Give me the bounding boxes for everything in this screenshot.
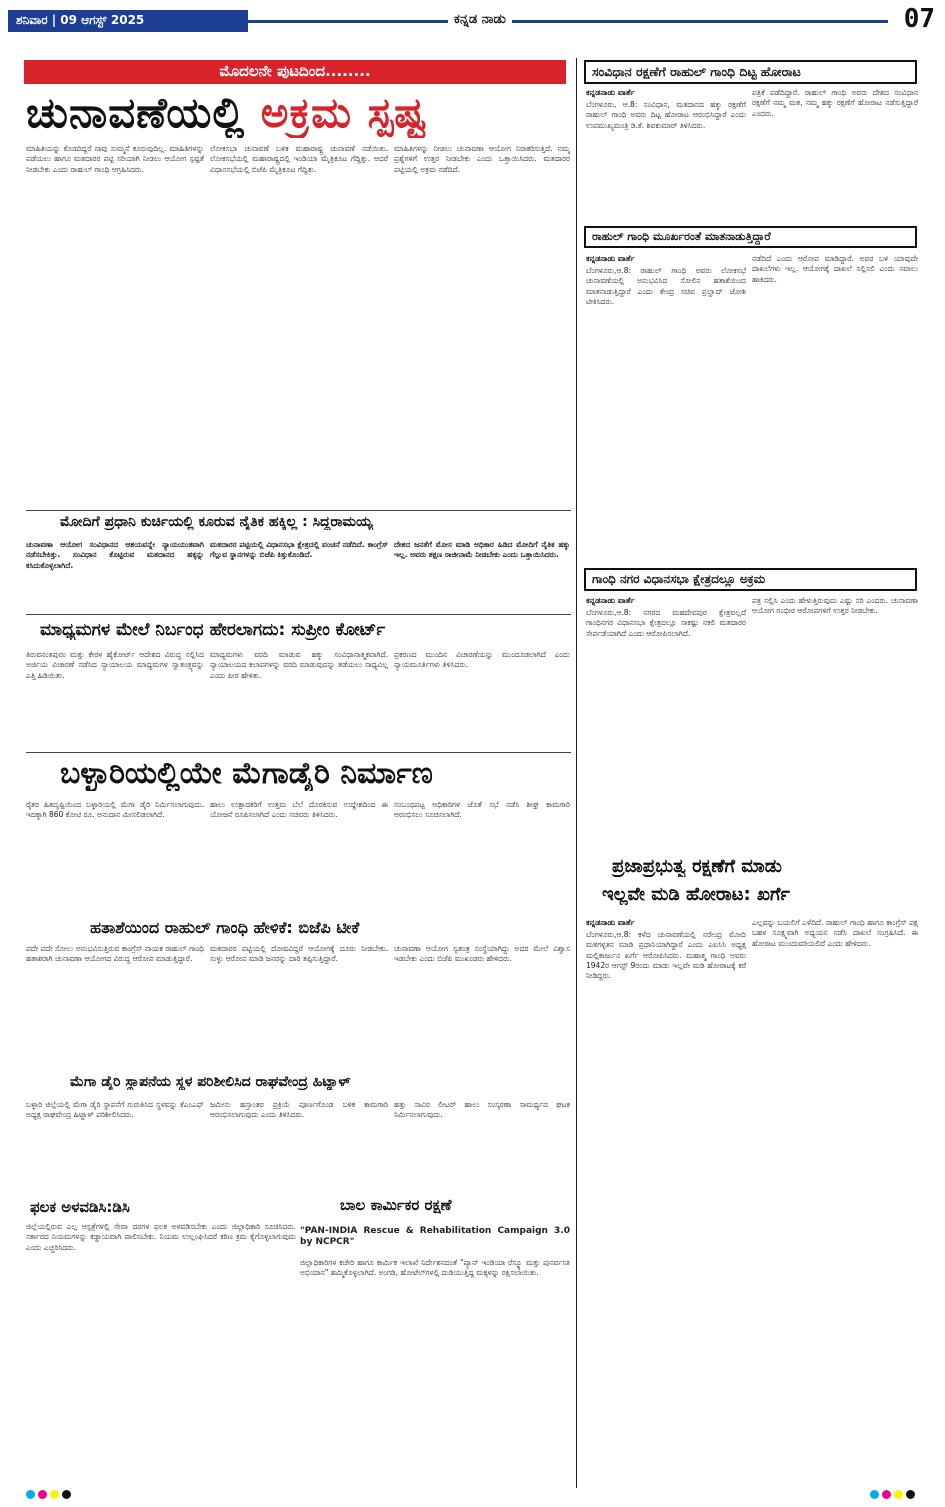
masthead-rule: [248, 20, 888, 23]
lead-headline-part2: ಅಕ್ರಮ ಸ್ಪಷ್ಟ: [260, 88, 427, 137]
supreme-court-headline: ಮಾಧ್ಯಮಗಳ ಮೇಲೆ ನಿರ್ಬಂಧ ಹೇರಲಾಗದು: ಸುಪ್ರೀಂ ಕೋರ್ಟ್: [40, 620, 386, 640]
ballari-headline: ಬಳ್ಳಾರಿಯಲ್ಲಿಯೇ ಮೆಗಾಡೈರಿ ನಿರ್ಮಾಣ: [60, 756, 433, 791]
samvidhana-col-1: ಬೆಂಗಳೂರು, ಆ.8: ಸಂವಿಧಾನ, ಮತದಾನದ ಹಕ್ಕು ರಕ್ಷಣೆಗೆ ರಾಹುಲ್ ಗಾಂಧಿ ಅವರು ದಿಟ್ಟ ಹೋರಾಟ ಆರಂಭಿಸಿದ್ದಾರೆ ಎಂದು ಉಪಮುಖ್ಯಮಂತ್ರಿ ಡಿ.ಕೆ. ಶಿವಕುಮಾರ್ ತಿಳಿಸಿದರು.: [586, 100, 746, 130]
mega-dairy-col-3: ಹತ್ತು ಸಾವಿರ ಲೀಟರ್ ಹಾಲು ಸಂಸ್ಕರಣಾ ಸಾಮರ್ಥ್ಯದ ಘಟಕ ನಿರ್ಮಿಸಲಾಗುವುದು.: [394, 1100, 570, 1120]
samvidhana-reporter: ಕನ್ನಡನಾಡು ವಾರ್ತೆ: [586, 88, 635, 97]
section-divider: [26, 614, 571, 615]
register-dot: [50, 1490, 59, 1499]
child-labour-col-1: ಜಿಲ್ಲಾಧಿಕಾರಿಗಳ ಕಚೇರಿ ಹಾಗೂ ಕಾರ್ಮಿಕ ಇಲಾಖೆ ನಿರ್ದೇಶನದಂತೆ "ಪ್ಯಾನ್ ಇಂಡಿಯಾ ರೆಸ್ಕ್ಯೂ ಮತ್ತು ಪುನರ್ವಸತಿ ಅಭಿಯಾನ" ಹಮ್ಮಿಕೊಳ್ಳಲಾಗಿದೆ. ಅಂಗಡಿ, ಹೋಟೆಲ್‌ಗಳಲ್ಲಿ ದುಡಿಯುತ್ತಿದ್ದ ಮಕ್ಕಳನ್ನು ರಕ್ಷಿಸಲಾಯಿತು.: [300, 1258, 570, 1278]
register-dot: [870, 1490, 879, 1499]
supreme-court-col-2: ಮಾಧ್ಯಮಗಳು ವರದಿ ಮಾಡುವ ಹಕ್ಕು ಸಂವಿಧಾನಾತ್ಮಕವಾಗಿದೆ. ನ್ಯಾಯಾಲಯದ ಕಲಾಪಗಳನ್ನು ವರದಿ ಮಾಡುವುದನ್ನು ತಡೆಯಲು ಸಾಧ್ಯವಿಲ್ಲ ಎಂದು ಪೀಠ ಹೇಳಿತು.: [210, 650, 388, 680]
siddaramaiah-col-2: ಮತದಾರರ ಪಟ್ಟಿಯಲ್ಲಿ ವಿಧಾನಸಭಾ ಕ್ಷೇತ್ರದಲ್ಲಿ ವಂಚನೆ ನಡೆದಿದೆ. ಕಾಂಗ್ರೆಸ್ ಗೆಲ್ಲುವ ಸ್ಥಾನಗಳನ್ನು ಬಿಜೆಪಿ ಕಿತ್ತುಕೊಂಡಿದೆ.: [210, 540, 388, 560]
masthead: [8, 4, 937, 46]
register-marks-left: [26, 1490, 71, 1502]
moorkha-col-2: ನಡೆದಿದೆ ಎಂದು ಆರೋಪ ಮಾಡಿದ್ದಾರೆ. ಅವರ ಬಳಿ ಯಾವುದೇ ದಾಖಲೆಗಳು ಇಲ್ಲ. ಆಯೋಗಕ್ಕೆ ದಾಖಲೆ ಸಲ್ಲಿಸಲಿ ಎಂದು ಸವಾಲು ಹಾಕಿದರು.: [752, 254, 918, 284]
lead-headline: [26, 88, 571, 138]
ballari-col-3: ಸಂಬಂಧಪಟ್ಟ ಅಧಿಕಾರಿಗಳ ಜೊತೆ ಸಭೆ ನಡೆಸಿ ಶೀಘ್ರ ಕಾಮಗಾರಿ ಆರಂಭಿಸಲು ಸೂಚಿಸಲಾಗಿದೆ.: [394, 800, 570, 820]
kharge-headline-line1: ಪ್ರಜಾಪ್ರಭುತ್ವ ರಕ್ಷಣೆಗೆ ಮಾಡು: [612, 856, 782, 877]
register-dot: [62, 1490, 71, 1499]
samvidhana-col-2: ಪತ್ರಿಕೆ ಪಡೆದಿದ್ದಾರೆ. ರಾಹುಲ್ ಗಾಂಧಿ ಅವರು ದೇಶದ ಸಂವಿಧಾನ ರಕ್ಷಣೆಗೆ ನಮ್ಮ ಮತ, ನಮ್ಮ ಹಕ್ಕು ರಕ್ಷಣೆಗೆ ಹೋರಾಟ ನಡೆಸುತ್ತಿದ್ದಾರೆ ಎಂದರು.: [752, 88, 918, 118]
moorkha-col-1: ಬೆಂಗಳೂರು,ಆ.8: ರಾಹುಲ್ ಗಾಂಧಿ ಅವರು ಲೋಕಸಭೆ ಚುನಾವಣೆಯಲ್ಲಿ ಅನುಭವಿಸಿದ ಸೋಲಿನ ಹತಾಶೆಯಿಂದ ಮಾತನಾಡುತ್ತಿದ್ದಾರೆ ಎಂದು ಕೇಂದ್ರ ಸಚಿವ ಪ್ರಲ್ಹಾದ್ ಜೋಶಿ ಟೀಕಿಸಿದರು.: [586, 266, 746, 306]
moorkha-headline: ರಾಹುಲ್ ಗಾಂಧಿ ಮೂರ್ಖರಂತೆ ಮಾತನಾಡುತ್ತಿದ್ದಾರೆ: [584, 226, 917, 248]
supreme-court-col-3: ಪ್ರಕರಣದ ಮುಂದಿನ ವಿಚಾರಣೆಯನ್ನು ಮುಂದೂಡಲಾಗಿದೆ ಎಂದು ನ್ಯಾಯಮೂರ್ತಿಗಳು ತಿಳಿಸಿದರು.: [394, 650, 570, 670]
bjp-col-2: ಮತದಾರರ ಪಟ್ಟಿಯಲ್ಲಿ ದೋಷವಿದ್ದರೆ ಆಯೋಗಕ್ಕೆ ದೂರು ನೀಡಬೇಕು. ಸುಳ್ಳು ಆರೋಪ ಮಾಡಿ ಜನರನ್ನು ದಾರಿ ತಪ್ಪಿಸುತ್ತಿದ್ದಾರೆ.: [210, 944, 388, 964]
continued-ribbon: ಮೊದಲನೇ ಪುಟದಿಂದ........: [24, 60, 566, 84]
register-dot: [26, 1490, 35, 1499]
child-labour-headline: ಬಾಲ ಕಾರ್ಮಿಕರ ರಕ್ಷಣೆ: [340, 1196, 452, 1214]
kharge-headline-line2: ಇಲ್ಲವೇ ಮಡಿ ಹೋರಾಟ: ಖರ್ಗೆ: [602, 884, 790, 905]
kharge-reporter: ಕನ್ನಡನಾಡು ವಾರ್ತೆ: [586, 918, 635, 927]
page-number: 07: [903, 4, 935, 34]
siddaramaiah-col-1: ಚುನಾವಣಾ ಆಯೋಗ ಸಂವಿಧಾನದ ಆಶಯವನ್ನೇ ನ್ಯಾಯಯುತವಾಗಿ ನಡೆಸಬೇಕಿತ್ತು. ಸಂವಿಧಾನ ಕೊಟ್ಟಿರುವ ಮತದಾನದ ಹಕ್ಕನ್ನು ಕಸಿದುಕೊಳ್ಳಲಾಗಿದೆ.: [26, 540, 204, 570]
kharge-col-2: ಎಲ್ಲವನ್ನು ಬಯಲಿಗೆ ಎಳೆದಿದೆ. ರಾಹುಲ್ ಗಾಂಧಿ ಹಾಗೂ ಕಾಂಗ್ರೆಸ್ ಪಕ್ಷ ಬಹಳ ಸೂಕ್ಷ್ಮವಾಗಿ ಅಧ್ಯಯನ ನಡೆಸಿ ದಾಖಲೆ ಸಂಗ್ರಹಿಸಿದೆ. ಈ ಹೋರಾಟ ಮುಂದುವರಿಯಲಿದೆ ಎಂದು ಹೇಳಿದರು.: [752, 918, 918, 948]
issue-date: ಶನಿವಾರ | 09 ಆಗಸ್ಟ್ 2025: [8, 10, 248, 32]
ballari-col-1: ರೈತರ ಹಿತದೃಷ್ಟಿಯಿಂದ ಬಳ್ಳಾರಿಯಲ್ಲಿ ಮೆಗಾ ಡೈರಿ ನಿರ್ಮಿಸಲಾಗುವುದು. ಇದಕ್ಕಾಗಿ 860 ಕೋಟಿ ರೂ. ಅನುದಾನ ಮೀಸಲಿಡಲಾಗಿದೆ.: [26, 800, 204, 820]
phalaka-headline: ಫಲಕ ಅಳವಡಿಸಿ:ಡಿಸಿ: [30, 1198, 130, 1216]
gandhinagar-reporter: ಕನ್ನಡನಾಡು ವಾರ್ತೆ: [586, 596, 635, 605]
moorkha-reporter: ಕನ್ನಡನಾಡು ವಾರ್ತೆ: [586, 254, 635, 263]
bjp-headline: ಹತಾಶೆಯಿಂದ ರಾಹುಲ್ ಗಾಂಧಿ ಹೇಳಿಕೆ: ಬಿಜೆಪಿ ಟೀಕೆ: [90, 918, 360, 937]
section-divider: [26, 510, 571, 511]
column-divider: [576, 58, 577, 1488]
section-divider: [26, 752, 571, 753]
register-dot: [38, 1490, 47, 1499]
samvidhana-headline: ಸಂವಿಧಾನ ರಕ್ಷಣೆಗೆ ರಾಹುಲ್ ಗಾಂಧಿ ದಿಟ್ಟ ಹೋರಾಟ: [584, 60, 917, 84]
supreme-court-col-1: ತಿರುವನಂತಪುರಂ ಮತ್ತು ಕೇರಳ ಹೈಕೋರ್ಟ್ ಆದೇಶದ ವಿರುದ್ಧ ಸಲ್ಲಿಸಿದ ಅರ್ಜಿಯ ವಿಚಾರಣೆ ನಡೆಸಿದ ನ್ಯಾಯಾಲಯ ಮಾಧ್ಯಮಗಳ ಸ್ವಾತಂತ್ರ್ಯವನ್ನು ಎತ್ತಿ ಹಿಡಿಯಿತು.: [26, 650, 204, 680]
mega-dairy-headline: ಮೆಗಾ ಡೈರಿ ಸ್ಥಾಪನೆಯ ಸ್ಥಳ ಪರಿಶೀಲಿಸಿದ ರಾಘವೇಂದ್ರ ಹಿಟ್ನಾಳ್: [70, 1074, 351, 1090]
child-labour-campaign: "PAN-INDIA Rescue & Rehabilitation Campaign 3.0 by NCPCR": [300, 1226, 570, 1247]
lead-col-2: ಲೋಕಸಭಾ ಚುನಾವಣೆ ಬಳಿಕ ಮಹಾರಾಷ್ಟ್ರ ಚುನಾವಣೆ ನಡೆಯಿತು. ಲೋಕಸಭೆಯಲ್ಲಿ ಮಹಾರಾಷ್ಟ್ರದಲ್ಲಿ ಇಂಡಿಯಾ ಮೈತ್ರಿಕೂಟ ಗೆದ್ದಿತ್ತು. ಆದರೆ ವಿಧಾನಸಭೆಯಲ್ಲಿ ಬಿಜೆಪಿ ಮೈತ್ರಿಕೂಟ ಗೆದ್ದಿತು.: [210, 144, 388, 174]
ballari-col-2: ಹಾಲು ಉತ್ಪಾದಕರಿಗೆ ಉತ್ತಮ ಬೆಲೆ ದೊರಕಿಸುವ ಉದ್ದೇಶದಿಂದ ಈ ಯೋಜನೆ ರೂಪಿಸಲಾಗಿದೆ ಎಂದು ಸಚಿವರು ತಿಳಿಸಿದರು.: [210, 800, 388, 820]
gandhinagar-col-2: ಪತ್ರ ಸಲ್ಲಿಸಿ ಎಂದು ಹೇಳುತ್ತಿರುವುದು ಎಷ್ಟು ಸರಿ ಎಂದರು. ಚುನಾವಣಾ ಆಯೋಗ ಗಂಭೀರ ಆರೋಪಗಳಿಗೆ ಉತ್ತರ ನೀಡಬೇಕು.: [752, 596, 918, 616]
phalaka-col-1: ಜಿಲ್ಲೆಯಲ್ಲಿರುವ ಎಲ್ಲ ಆಸ್ಪತ್ರೆಗಳಲ್ಲಿ ಸೇವಾ ದರಗಳ ಫಲಕ ಅಳವಡಿಸಬೇಕು ಎಂದು ಜಿಲ್ಲಾಧಿಕಾರಿ ಸೂಚಿಸಿದರು. ಸರ್ಕಾರದ ನಿಯಮಗಳನ್ನು ಕಡ್ಡಾಯವಾಗಿ ಪಾಲಿಸಬೇಕು. ನಿಯಮ ಉಲ್ಲಂಘಿಸಿದರೆ ಕಠಿಣ ಕ್ರಮ ಕೈಗೊಳ್ಳಲಾಗುವುದು ಎಂದು ಎಚ್ಚರಿಸಿದರು.: [26, 1222, 296, 1252]
bjp-col-3: ಚುನಾವಣಾ ಆಯೋಗ ಸ್ವತಂತ್ರ ಸಂಸ್ಥೆಯಾಗಿದ್ದು ಅದರ ಮೇಲೆ ವಿಶ್ವಾಸ ಇಡಬೇಕು ಎಂದು ಬಿಜೆಪಿ ಮುಖಂಡರು ಹೇಳಿದರು.: [394, 944, 570, 964]
paper-name: ಕನ್ನಡ ನಾಡು: [448, 12, 512, 27]
siddaramaiah-col-3: ದೇಶದ ಜನತೆಗೆ ಮೋಸ ಮಾಡಿ ಅಧಿಕಾರ ಹಿಡಿದ ಮೋದಿಗೆ ನೈತಿಕ ಹಕ್ಕು ಇಲ್ಲ. ಅವರು ತಕ್ಷಣ ರಾಜೀನಾಮೆ ನೀಡಬೇಕು ಎಂದು ಒತ್ತಾಯಿಸಿದರು.: [394, 540, 570, 560]
register-dot: [894, 1490, 903, 1499]
mega-dairy-col-1: ಬಳ್ಳಾರಿ ಜಿಲ್ಲೆಯಲ್ಲಿ ಮೆಗಾ ಡೈರಿ ಸ್ಥಾಪನೆಗೆ ಗುರುತಿಸಿದ ಸ್ಥಳವನ್ನು ಕೆಎಂಎಫ್ ಅಧ್ಯಕ್ಷ ರಾಘವೇಂದ್ರ ಹಿಟ್ನಾಳ್ ಪರಿಶೀಲಿಸಿದರು.: [26, 1100, 204, 1120]
gandhinagar-headline: ಗಾಂಧಿ ನಗರ ವಿಧಾನಸಭಾ ಕ್ಷೇತ್ರದಲ್ಲೂ ಅಕ್ರಮ: [584, 568, 917, 591]
register-dot: [882, 1490, 891, 1499]
lead-col-1: ಮಾಹಿತಿಯನ್ನು ಕೊಡದಿದ್ದರೆ ನಾವು ಸುಮ್ಮನೆ ಕೂರುವುದಿಲ್ಲ. ಮಾಹಿತಿಗಳನ್ನು ಪಡೆಯಲು ಹಾಗೂ ಮತದಾರರ ಪಟ್ಟಿ ಸರಿಯಾಗಿ ನೀಡಲು ಆಯೋಗ ಸ್ಪಷ್ಟತೆ ನೀಡಬೇಕು ಎಂದು ರಾಹುಲ್ ಗಾಂಧಿ ಆಗ್ರಹಿಸಿದರು.: [26, 144, 204, 174]
mega-dairy-col-2: ಜಮೀನು ಹಸ್ತಾಂತರ ಪ್ರಕ್ರಿಯೆ ಪೂರ್ಣಗೊಂಡ ಬಳಿಕ ಕಾಮಗಾರಿ ಆರಂಭಿಸಲಾಗುವುದು ಎಂದು ತಿಳಿಸಿದರು.: [210, 1100, 388, 1120]
lead-headline-part1: ಚುನಾವಣೆಯಲ್ಲಿ: [26, 88, 246, 137]
lead-col-3: ಮಾಹಿತಿಗಳನ್ನು ನೀಡಲು ಚುನಾವಣಾ ಆಯೋಗ ನಿರಾಕರಿಸುತ್ತಿದೆ. ನಮ್ಮ ಪ್ರಶ್ನೆಗಳಿಗೆ ಉತ್ತರ ನೀಡಬೇಕು ಎಂದು ಒತ್ತಾಯಿಸಿದರು. ಮತದಾರರ ಪಟ್ಟಿಯಲ್ಲಿ ಅಕ್ರಮ ನಡೆದಿದೆ.: [394, 144, 570, 174]
register-marks-right: [870, 1490, 915, 1502]
gandhinagar-col-1: ಬೆಂಗಳೂರು,ಆ.8: ನಗರದ ಮಹದೇವಪುರ ಕ್ಷೇತ್ರವಲ್ಲದೆ ಗಾಂಧಿನಗರ ವಿಧಾನಸಭಾ ಕ್ಷೇತ್ರದಲ್ಲೂ ಸಾಕಷ್ಟು ನಕಲಿ ಮತದಾರರ ಸೇರ್ಪಡೆಯಾಗಿದೆ ಎಂದು ಆರೋಪಿಸಲಾಗಿದೆ.: [586, 608, 746, 638]
bjp-col-1: ಪದೇ ಪದೇ ಸೋಲು ಅನುಭವಿಸುತ್ತಿರುವ ಕಾಂಗ್ರೆಸ್ ನಾಯಕ ರಾಹುಲ್ ಗಾಂಧಿ ಹತಾಶರಾಗಿ ಚುನಾವಣಾ ಆಯೋಗದ ವಿರುದ್ಧ ಆರೋಪ ಮಾಡುತ್ತಿದ್ದಾರೆ.: [26, 944, 204, 964]
siddaramaiah-headline: ಮೋದಿಗೆ ಪ್ರಧಾನಿ ಕುರ್ಚಿಯಲ್ಲಿ ಕೂರುವ ನೈತಿಕ ಹಕ್ಕಿಲ್ಲ : ಸಿದ್ದರಾಮಯ್ಯ: [60, 514, 373, 530]
register-dot: [906, 1490, 915, 1499]
kharge-col-1: ಬೆಂಗಳೂರು,ಆ.8: ಕಳೆದ ಚುನಾವಣೆಯಲ್ಲಿ ನರೇಂದ್ರ ಮೋದಿ ಮತಗಳ್ಳತನ ಮಾಡಿ ಪ್ರಧಾನಿಯಾಗಿದ್ದಾರೆ ಎಂದು ಎಐಸಿಸಿ ಅಧ್ಯಕ್ಷ ಮಲ್ಲಿಕಾರ್ಜುನ ಖರ್ಗೆ ಆರೋಪಿಸಿದರು. ಮಹಾತ್ಮ ಗಾಂಧಿ ಅವರು 1942ರ ಆಗಸ್ಟ್ 9ರಂದು ಮಾಡು ಇಲ್ಲವೇ ಮಡಿ ಹೋರಾಟಕ್ಕೆ ಕರೆ ನೀಡಿದ್ದರು.: [586, 930, 746, 981]
